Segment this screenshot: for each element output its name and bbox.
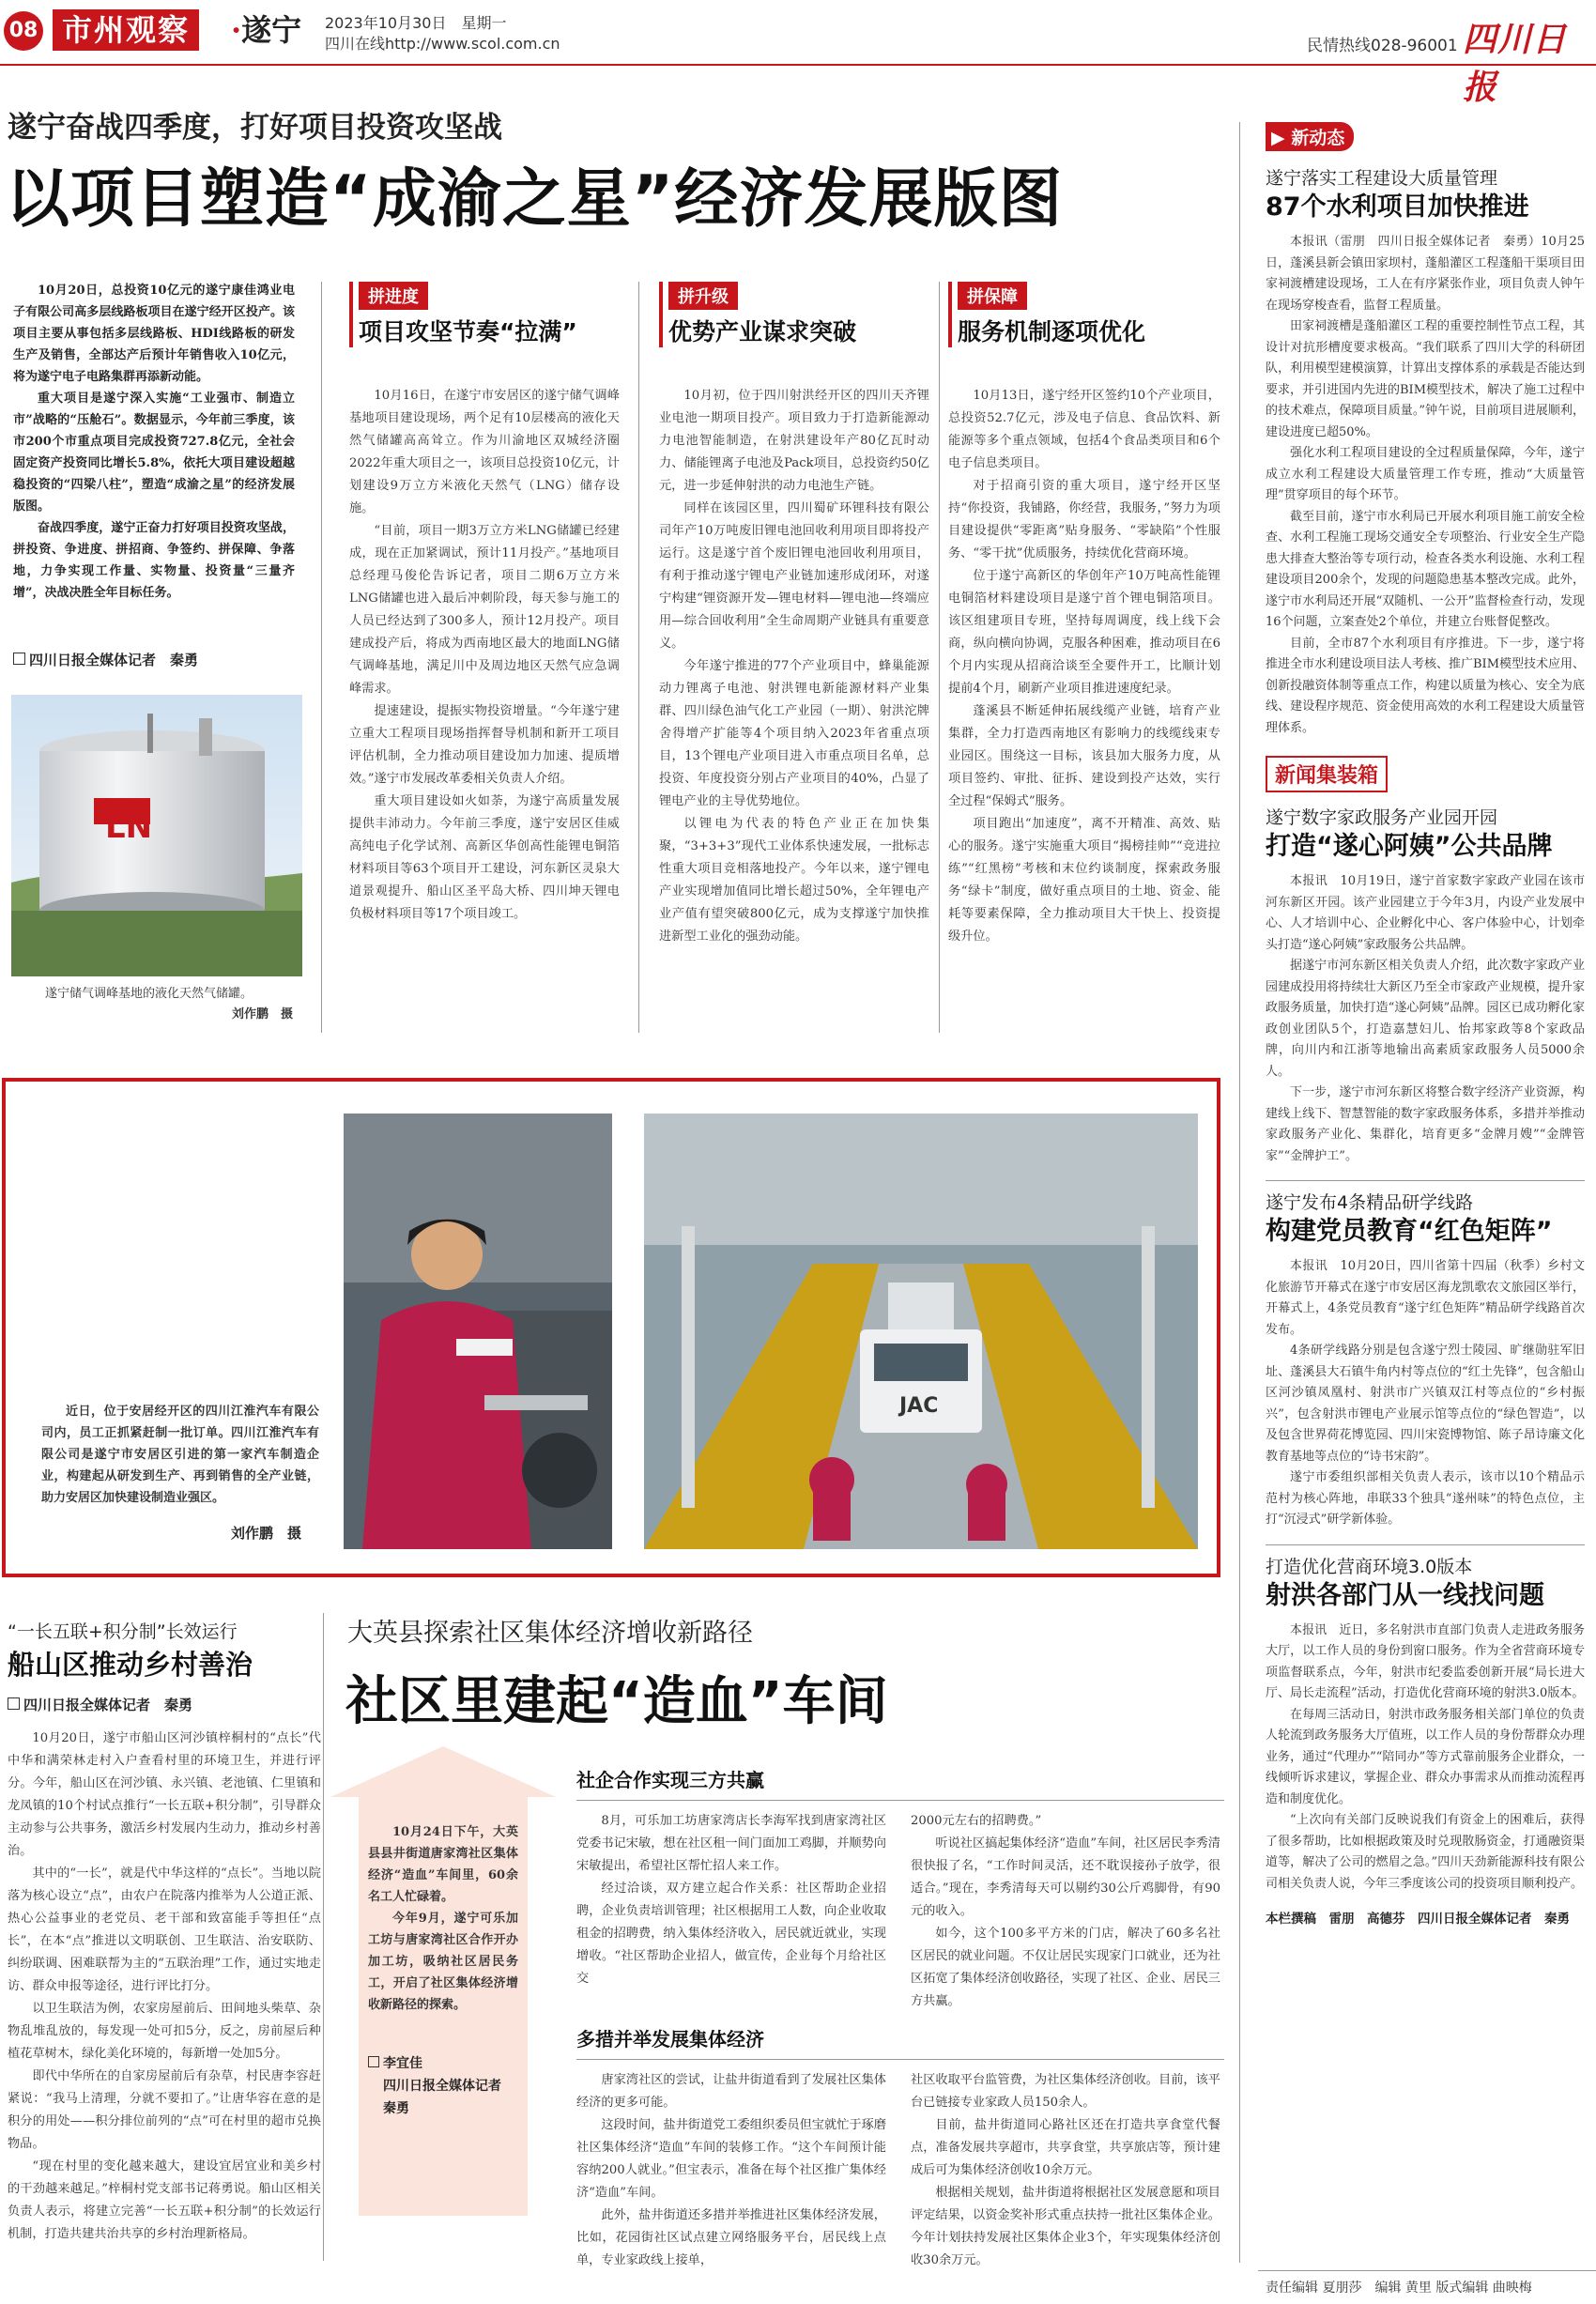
community-body: 社企合作实现三方共赢 8月，可乐加工坊唐家湾店长李海军找到唐家湾社区党委书记宋敏，想在社区租一间门面加工鸡脚，并顺势向宋敏提出，希望社区帮忙招人来工作。 经过洽谈，双方建立起合作关系：社区帮助企业招聘，企业负责培训管理；社区根据用工人数，向企业收取租金的招聘费，纳入集体经济收入，居民就近就业，实现增收。“社区帮助企业招人，做宣传，企业每个月给社区交 2000元左右的招聘费。” 听说社区搞起集体经济“造血”车间，社区居民李秀清很快报了名，“工作时间灵活，还不耽误接孙子放学，很适合。”现在，李秀清每天可以剔约30公斤鸡脚骨，有90元的收入。 如今，这个100多平方米的门店，解决了60多名社区居民的就业问题。不仅让居民实现家门口就业，还为社区拓宽了集体经济创收路径，实现了社区、企业、居民三方共赢。 多措并举发展集体经济 唐家湾社区的尝试，让盐井街道看到了发展社区集体经济的更多可能。 这段时间，盐井街道党工委组织委员但宝就忙于琢磨社区集体经济“造血”车间的装修工作。“这个车间预计能容纳200人就业。”但宝表示，准备在每个社区推广集体经济“造血”车间。 此外，盐井街道还多措并举推进社区集体经济发展，比如，花园街社区试点建立网络服务平台，居民线上点单，专业家政线上接单， 社区收取平台监管费，为社区集体经济创收。目前，该平台已链接专业家政人员150余人。 目前，盐井街道同心路社区还在打造共享食堂代餐点，准备发展共享超市，共享食堂，共享旅店等，预计建成后可为集体经济创收10余万元。 根据相关规划，盐井街道将根据社区发展意愿和项目评定结果，以资金奖补形式重点扶持一批社区集体企业。今年计划扶持发展社区集体企业3个，年实现集体经济创收30余万元。 bbox=[576, 1765, 1224, 2272]
lead-overline: 遂宁奋战四季度，打好项目投资攻坚战 bbox=[8, 111, 502, 145]
lng-photo-caption: 遂宁储气调峰基地的液化天然气储罐。 刘作鹏 摄 bbox=[45, 987, 293, 1021]
community-headline: 社区里建起“造血”车间 bbox=[345, 1671, 888, 1732]
left-story bbox=[8, 1620, 321, 2246]
column-body: 10月初，位于四川射洪经开区的四川天齐锂业电池一期项目投产。项目致力于打造新能源动力电池智能制造，在射洪建设年产80亿瓦时动力、储能锂离子电池及Pack项目，总投资约50亿元，进一步延伸射洪的动力电池生产链。 同样在该园区里，四川蜀矿环锂科技有限公司年产10万吨废旧锂电池回收利用项目即将投产运行。这是遂宁首个废旧锂电池回收利用项目，有利于推动遂宁锂电产业链加速形成闭环，对遂宁构建“锂资源开发—锂电材料—锂电池—终端应用—综合回收利用”全生命周期产业链具有重要意义。 今年遂宁推进的77个产业项目中，蜂巢能源动力锂离子电池、射洪锂电新能源材料产业集群、四川绿色油气化工产业园（一期）、射洪沱牌舍得增产扩能等4个项目纳入2023年省重点项目，13个锂电产业项目进入市重点项目名单，总投资、年度投资分别占产业项目的40%，凸显了锂电产业的主导优势地位。 以锂电为代表的特色产业正在加快集聚，“3+3+3”现代工业体系快速发展，一批标志性重大项目竞相落地投产。今年以来，遂宁锂电产业实现增加值同比增长超过50%，全年锂电产业产值有望突破800亿元，成为支撑遂宁加快推进新型工业化的强劲动能。 bbox=[659, 389, 929, 944]
column-guarantee bbox=[948, 282, 1220, 948]
column-rule bbox=[1239, 122, 1240, 2263]
s4-byline: 本栏撰稿 雷朋 高德芬 四川日报全媒体记者 秦勇 bbox=[1266, 1912, 1570, 1927]
newspaper-logo: 四川日报 bbox=[1463, 20, 1568, 107]
community-sub1: 社企合作实现三方共赢 bbox=[576, 1765, 1224, 1801]
square-icon bbox=[368, 2056, 379, 2067]
column-title: 优势产业谋求突破 bbox=[668, 318, 857, 346]
s2-overline: 遂宁数字家政服务产业园开园 bbox=[1266, 807, 1498, 828]
svg-text:LN: LN bbox=[105, 808, 153, 846]
section-label: 市州观察 bbox=[53, 9, 199, 51]
svg-text:JAC: JAC bbox=[899, 1394, 939, 1418]
kicker-label: 拼保障 bbox=[958, 282, 1027, 310]
tag-news-container: 新闻集装箱 bbox=[1266, 756, 1388, 792]
photo-box-caption: 近日，位于安居经开区的四川江淮汽车有限公司内，员工正抓紧赶制一批订单。四川江淮汽车有限公司是遂宁市安居区引进的第一家汽车制造企业，构建起从研发到生产、再到销售的全产业链，助力安居区加快建设制造业强区。 bbox=[41, 1405, 319, 1505]
community-lead-box: 10月24日下午，大英县县井街道唐家湾社区集体经济“造血”车间里，60余名工人忙碌着。 今年9月，遂宁可乐加工坊与唐家湾社区合作开办加工坊，吸纳社区居民务工，开启了社区集体经济增收新路径的探索。 李宜佳 四川日报全媒体记者 秦勇 bbox=[330, 1746, 556, 2216]
kicker-label: 拼升级 bbox=[668, 282, 738, 310]
s3-overline: 遂宁发布4条精品研学线路 bbox=[1266, 1180, 1585, 1215]
lng-tank-photo bbox=[11, 695, 302, 976]
column-body: 10月16日，在遂宁市安居区的遂宁储气调峰基地项目建设现场，两个足有10层楼高的液化天然气储罐高高耸立。作为川渝地区双城经济圈2022年重大项目之一，该项目总投资10亿元，计划建设9万立方米液化天然气（LNG）储存设施。 “目前，项目一期3万立方米LNG储罐已经建成，现在正加紧调试，预计11月投产。”基地项目总经理马俊伦告诉记者，项目二期6万立方米LNG储罐也进入最后冲刺阶段，每天参与施工的人员已经达到了300多人，预计12月投产。项目建成投产后，将成为西南地区最大的地面LNG储气调峰基地，满足川中及周边地区天然气应急调峰需求。 提速建设，提振实物投资增量。“今年遂宁建立重大工程项目现场指挥督导机制和新开工项目评估机制，全力推动项目建设加力加速、提质增效。”遂宁市发展改革委相关负责人介绍。 重大项目建设如火如荼，为遂宁高质量发展提供丰沛动力。今年前三季度，遂宁安居区佳威高纯电子化学试剂、高新区华创高性能锂电铜箔材料项目等63个项目开工建设，河东新区灵泉大道景观提升、船山区圣平岛大桥、四川坤天锂电负极材料项目等17个项目竣工。 bbox=[349, 389, 620, 921]
lng-tank-illustration bbox=[11, 695, 302, 976]
s4-overline: 打造优化营商环境3.0版本 bbox=[1266, 1544, 1585, 1579]
page-header bbox=[0, 0, 1596, 107]
page-number-badge: 08 bbox=[4, 11, 43, 51]
square-icon bbox=[8, 1697, 20, 1710]
photo-box-credit: 刘作鹏 摄 bbox=[231, 1525, 302, 1542]
column-body: 10月13日，遂宁经开区签约10个产业项目，总投资52.7亿元，涉及电子信息、食品饮料、新能源等多个重点领域，包括4个食品类项目和6个电子信息类项目。 对于招商引资的重大项目，遂宁经开区坚持“你投资，我铺路，你经营，我服务，”努力为项目建设提供“零距离”贴身服务、“零缺陷”个性服务、“零干扰”优质服务，持续优化营商环境。 位于遂宁高新区的华创年产10万吨高性能锂电铜箔材料建设项目是遂宁首个锂电铜箔项目。该区组建项目专班，坚持每周调度，线上线下会商，纵向横向协调，克服各种困难，推动项目在6个月内实现从招商洽谈至全要件开工，比顺计划提前4个月，刷新产业项目推进速度纪录。 蓬溪县不断延伸拓展线缆产业链，培育产业集群，全力打造西南地区有影响力的线缆线束专业园区。围绕这一目标，该县加大服务力度，从项目签约、审批、征拆、建设到投产达效，实行全过程“保姆式”服务。 项目跑出“加速度”，离不开精准、高效、贴心的服务。遂宁实施重大项目“揭榜挂帅”“竞进拉练”“红黑榜”考核和末位约谈制度，探索政务服务“绿卡”制度，做好重点项目的土地、资金、能耗等要素保障，全力推动项目大干快上、投资提级升位。 bbox=[948, 389, 1220, 944]
s1-title: 87个水利项目加快推进 bbox=[1266, 192, 1529, 222]
assembly-line-photo bbox=[644, 1114, 1198, 1549]
column-rule bbox=[638, 282, 639, 1033]
column-rule bbox=[323, 1613, 324, 2261]
photo-feature-box bbox=[2, 1078, 1220, 1577]
square-icon bbox=[13, 653, 25, 665]
kicker-label: 拼进度 bbox=[359, 282, 428, 310]
footer-credits: 责任编辑 夏朋莎 编辑 黄里 版式编辑 曲映梅 bbox=[1266, 2281, 1532, 2296]
s4-title: 射洪各部门从一线找问题 bbox=[1266, 1580, 1544, 1610]
s2-body: 本报讯 10月19日，遂宁首家数字家政产业园在该市河东新区开园。该产业园建立于今年3月，内设产业发展中心、人才培训中心、企业孵化中心、客户体验中心，计划牵头打造“遂心阿姨”家政服务公共品牌。 据遂宁市河东新区相关负责人介绍，此次数字家政产业园建成投用将持续壮大新区乃至全市家政产业规模，提升家政服务质量，加快打造“遂心阿姨”品牌。园区已成功孵化家政创业团队5个，打造嘉慧妇儿、怡邦家政等8个家政品牌，向川内和江浙等地输出高素质家政服务人员5000余人。 下一步，遂宁市河东新区将整合数字经济产业资源，构建线上线下、智慧智能的数字家政服务体系，多措并举推动家政服务产业化、集群化，培育更多“金牌月嫂”“金牌管家”“金牌护工”。 bbox=[1266, 874, 1585, 1163]
s1-body: 本报讯（雷朋 四川日报全媒体记者 秦勇）10月25日，蓬溪县新会镇田家坝村，蓬船灌区工程蓬船干渠项目田家祠渡槽建设现场，工人在有序紧张作业，项目负责人钟午在现场穿梭查看，监督工程质量。 田家祠渡槽是蓬船灌区工程的重要控制性节点工程，其设计对抗形槽度要求极高。“我们联系了四川大学的科研团队，利用模型建模演算，计算出支撑体系的承载是否能达到要求，并引进国内先进的BIM模型技术，解决了施工过程中的技术难点，保障项目质量。”钟午说，目前项目进展顺利，建设进度已超50%。 强化水利工程项目建设的全过程质量保障，今年，遂宁成立水利工程建设大质量管理工作专班，推动“大质量管理”贯穿项目的每个环节。 截至目前，遂宁市水利局已开展水利项目施工前安全检查、水利工程施工现场交通安全专项整治、行业安全生产隐患大排查大整治等专项行动，检查各类水利设施、水利工程建设项目200余个，发现的问题隐患基本整改完成。此外，遂宁市水利局还开展“双随机、一公开”监督检查行动，发现16个问题，立案查处2个单位，并建立台账督促整改。 目前，全市87个水利项目有序推进。下一步，遂宁将推进全市水利建设项目法人考核、推广BIM模型技术应用、创新投融资体制等重点工作，构建以质量为核心、安全为底线、建设程序规范、资金使用高效的水利工程建设大质量管理体系。 bbox=[1266, 235, 1585, 735]
column-progress bbox=[349, 282, 620, 926]
s1-overline: 遂宁落实工程建设大质量管理 bbox=[1266, 168, 1498, 189]
s2-title: 打造“遂心阿姨”公共品牌 bbox=[1266, 832, 1553, 861]
footer-rule bbox=[1258, 2270, 1596, 2271]
worker-photo bbox=[344, 1114, 612, 1549]
sidebar bbox=[1266, 122, 1585, 1927]
site-url: 四川在线http://www.scol.com.cn bbox=[325, 35, 560, 53]
tag-new-trends: ▶ 新动态 bbox=[1266, 122, 1354, 151]
header-rule bbox=[0, 64, 1596, 66]
s4-body: 本报讯 近日，多名射洪市直部门负责人走进政务服务大厅，以工作人员的身份到窗口服务。作为全省营商环境专项监督联系点，今年，射洪市纪委监委创新开展“局长进大厅、局长走流程”活动，打造优化营商环境的射洪3.0版本。 在每周三活动日，射洪市政务服务相关部门单位的负责人轮流到政务服务大厅值班，以工作人员的身份帮群众办理业务，通过“代理办”“陪同办”等方式靠前服务企业群众，一线倾听诉求建议，掌握企业、群众办事需求从而推动流程再造和制度优化。 “上次向有关部门反映说我们有资金上的困难后，获得了很多帮助，比如根据政策及时兑现散肠资金，打通融资渠道等，解决了公司的燃眉之急。”四川天劲新能源科技有限公司相关负责人说，今年三季度该公司的投资项目顺利投产。 bbox=[1266, 1622, 1585, 1891]
lead-byline: 四川日报全媒体记者 秦勇 bbox=[13, 650, 198, 669]
lead-intro: 10月20日，总投资10亿元的遂宁康佳鸿业电子有限公司高多层线路板项目在遂宁经开区投产。该项目主要从事包括多层线路板、HDI线路板的研发生产及销售，全部达产后预计年销售收入10亿元，将为遂宁电子电路集群再添新动能。 重大项目是遂宁深入实施“工业强市、制造立市”战略的“压舱石”。数据显示，今年前三季度，该市200个市重点项目完成投资727.8亿元，全社会固定资产投资同比增长5.8%，依托大项目建设超越稳投资的“四梁八柱”，塑造“成渝之星”的经济发展版图。 奋战四季度，遂宁正奋力打好项目投资攻坚战，拼投资、争进度、拼招商、争签约、拼保障、争落地，力争实现工作量、实物量、投资量“三量齐增”，决战决胜全年目标任务。 bbox=[13, 284, 295, 600]
left-story-headline: 船山区推动乡村善治 bbox=[8, 1649, 253, 1681]
s3-body: 本报讯 10月20日，四川省第十四届（秋季）乡村文化旅游节开幕式在遂宁市安居区海龙凯歌农文旅园区举行，开幕式上，4条党员教育“遂宁红色矩阵”精品研学线路首次发布。 4条研学线路分别是包含遂宁烈士陵园、旷继勋驻军旧址、蓬溪县大石镇牛角内村等点位的“红土先锋”，包含船山区河沙镇凤凰村、射洪市广兴镇双江村等点位的“乡村振兴”，包含射洪市锂电产业展示馆等点位的“绿色智造”，以及包含世界荷花博览园、四川宋瓷博物馆、陈子昂诗廉文化教育基地等点位的“诗书宋韵”。 遂宁市委组织部相关负责人表示，该市以10个精品示范村为核心阵地，串联33个独具“遂州味”的特色点位，主打“沉浸式”研学新体验。 bbox=[1266, 1259, 1585, 1527]
left-story-byline: 四川日报全媒体记者 秦勇 bbox=[8, 1695, 321, 1714]
city-label: ·遂宁 bbox=[231, 12, 302, 48]
column-rule bbox=[939, 282, 940, 1033]
column-upgrade bbox=[659, 282, 929, 948]
hotline: 民情热线028-96001 bbox=[1307, 37, 1458, 55]
community-sub2: 多措并举发展集体经济 bbox=[576, 2024, 1224, 2060]
column-rule bbox=[321, 282, 322, 1033]
s3-title: 构建党员教育“红色矩阵” bbox=[1266, 1217, 1553, 1246]
left-story-overline: “一长五联+积分制”长效运行 bbox=[8, 1621, 238, 1642]
column-title: 项目攻坚节奏“拉满” bbox=[359, 318, 577, 346]
community-overline: 大英县探索社区集体经济增收新路径 bbox=[347, 1619, 753, 1648]
lead-headline: 以项目塑造“成渝之星”经济发展版图 bbox=[6, 162, 1064, 237]
left-story-body: 10月20日，遂宁市船山区河沙镇梓桐村的“点长”代中华和满荣林走村入户查看村里的环境卫生，并进行评分。今年，船山区在河沙镇、永兴镇、老池镇、仁里镇和龙凤镇的10个村试点推行“一长五联+积分制”，引导群众主动参与公共事务，激活乡村发展内生动力，推动乡村善治。 其中的“一长”，就是代中华这样的“点长”。当地以院落为核心设立“点”，由农户在院落内推举为人公道正派、热心公益事业的老党员、老干部和致富能手等担任“点长”，在本“点”推进以文明联创、卫生联洁、治安联防、纠纷联调、困难联帮为主的“五联治理”工作，通过实地走访、群众申报等途径，进行评比打分。 以卫生联洁为例，农家房屋前后、田间地头柴草、杂物乱堆乱放的，每发现一处可扣5分，反之，房前屋后种植花草树木，绿化美化环境的，每新增一处加5分。 即代中华所在的自家房屋前后有杂草，村民唐李容赶紧说：“我马上清理，分就不要扣了。”让唐华容在意的是积分的用处——积分排位前列的“点”可在村里的超市兑换物品。 “现在村里的变化越来越大，建设宜居宜业和美乡村的干劲越来越足。”梓桐村党支部书记蒋勇说。船山区相关负责人表示，将建立完善“一长五联+积分制”的长效运行机制，打造共建共治共享的乡村治理新格局。 bbox=[8, 1731, 321, 2241]
column-title: 服务机制逐项优化 bbox=[958, 318, 1146, 346]
arrow-icon: ▶ bbox=[1271, 128, 1285, 148]
issue-date: 2023年10月30日 星期一 bbox=[325, 14, 507, 32]
